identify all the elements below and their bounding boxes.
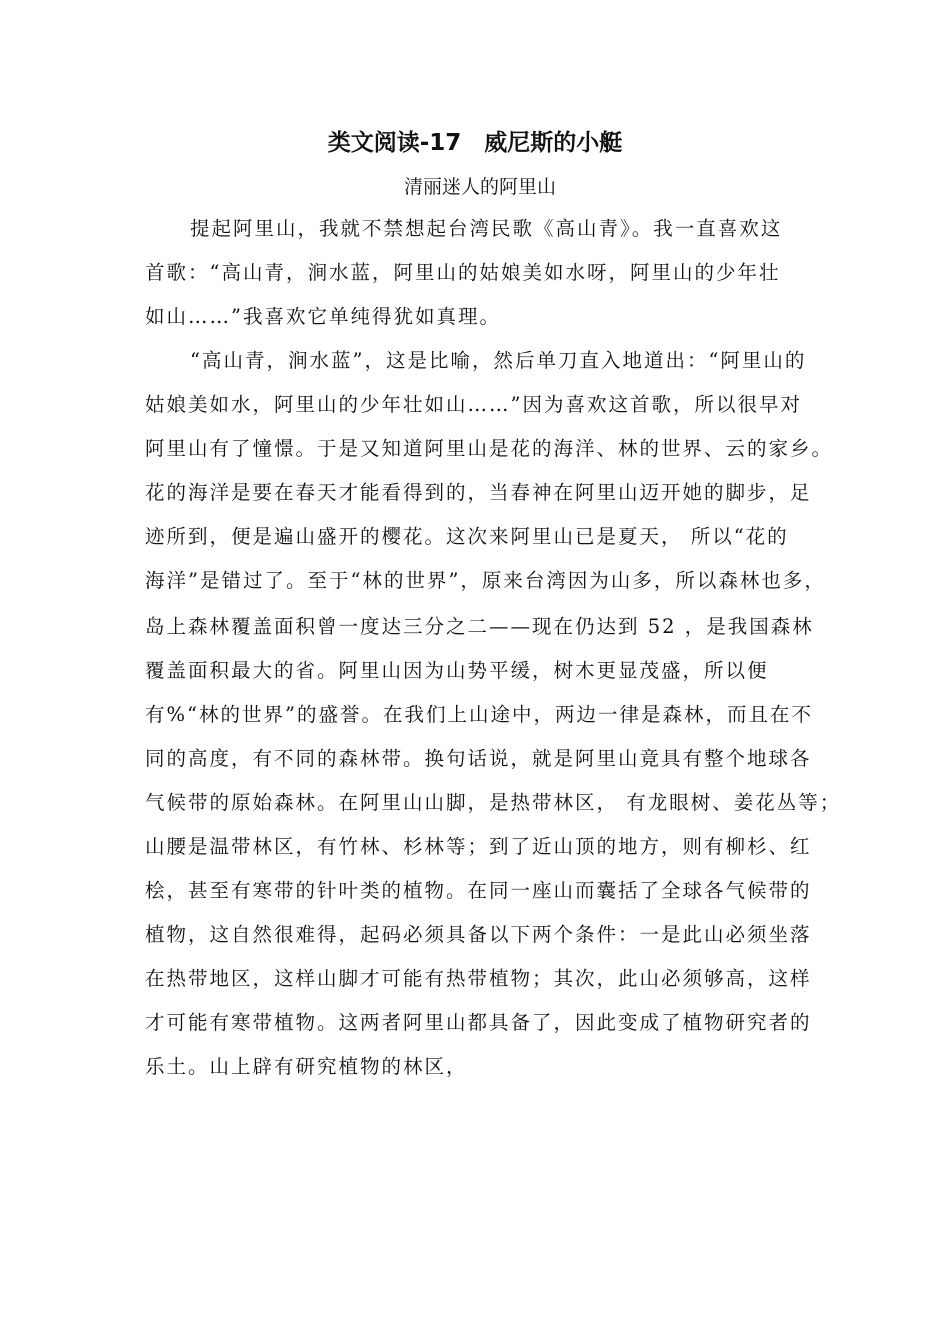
text-line: 阿里山有了憧憬。于是又知道阿里山是花的海洋、林的世界、云的家乡。 [145, 437, 834, 460]
text-line: 覆盖面积最大的省。阿里山因为山势平缓，树木更显茂盛，所以便 [145, 659, 769, 682]
text-line: 花的海洋是要在春天才能看得到的，当春神在阿里山迈开她的脚步，足 [145, 481, 812, 504]
text-line: “高山青，涧水蓝”，这是比喻，然后单刀直入地道出：“阿里山的 [190, 349, 807, 372]
text-line: 海洋”是错过了。至于“林的世界”，原来台湾因为山多，所以森林也多， [145, 569, 826, 592]
text-line: 姑娘美如水，阿里山的少年壮如山……”因为喜欢这首歌，所以很早对 [145, 393, 802, 416]
text-line: 首歌：“高山青，涧水蓝，阿里山的姑娘美如水呀，阿里山的少年壮 [145, 261, 781, 284]
text-line: 如山……”我喜欢它单纯得犹如真理。 [145, 305, 501, 328]
text-line: 桧，甚至有寒带的针叶类的植物。在同一座山而囊括了全球各气候带的 [145, 879, 812, 902]
document-title: 类文阅读-17 威尼斯的小艇 [327, 130, 623, 156]
document-subtitle: 清丽迷人的阿里山 [403, 176, 556, 198]
text-line: 同的高度，有不同的森林带。换句话说，就是阿里山竟具有整个地球各 [145, 747, 812, 770]
text-line: 迹所到，便是遍山盛开的樱花。这次来阿里山已是夏天， 所以“花的 [145, 525, 789, 548]
text-line: 提起阿里山，我就不禁想起台湾民歌《高山青》。我一直喜欢这 [190, 217, 783, 240]
text-line: 才可能有寒带植物。这两者阿里山都具备了，因此变成了植物研究者的 [145, 1011, 812, 1034]
text-line: 气候带的原始森林。在阿里山山脚，是热带林区， 有龙眼树、姜花丛等； [145, 791, 842, 814]
text-line: 山腰是温带林区，有竹林、杉林等；到了近山顶的地方，则有柳杉、红 [145, 835, 812, 858]
text-line: 植物，这自然很难得，起码必须具备以下两个条件：一是此山必须坐落 [145, 923, 812, 946]
text-line: 乐土。山上辟有研究植物的林区， [145, 1055, 468, 1078]
text-line: 在热带地区，这样山脚才可能有热带植物；其次，此山必须够高，这样 [145, 967, 812, 990]
text-line: 岛上森林覆盖面积曾一度达三分之二——现在仍达到 52 ，是我国森林 [145, 615, 814, 638]
text-line: 有%“林的世界”的盛誉。在我们上山途中，两边一律是森林，而且在不 [145, 703, 813, 726]
